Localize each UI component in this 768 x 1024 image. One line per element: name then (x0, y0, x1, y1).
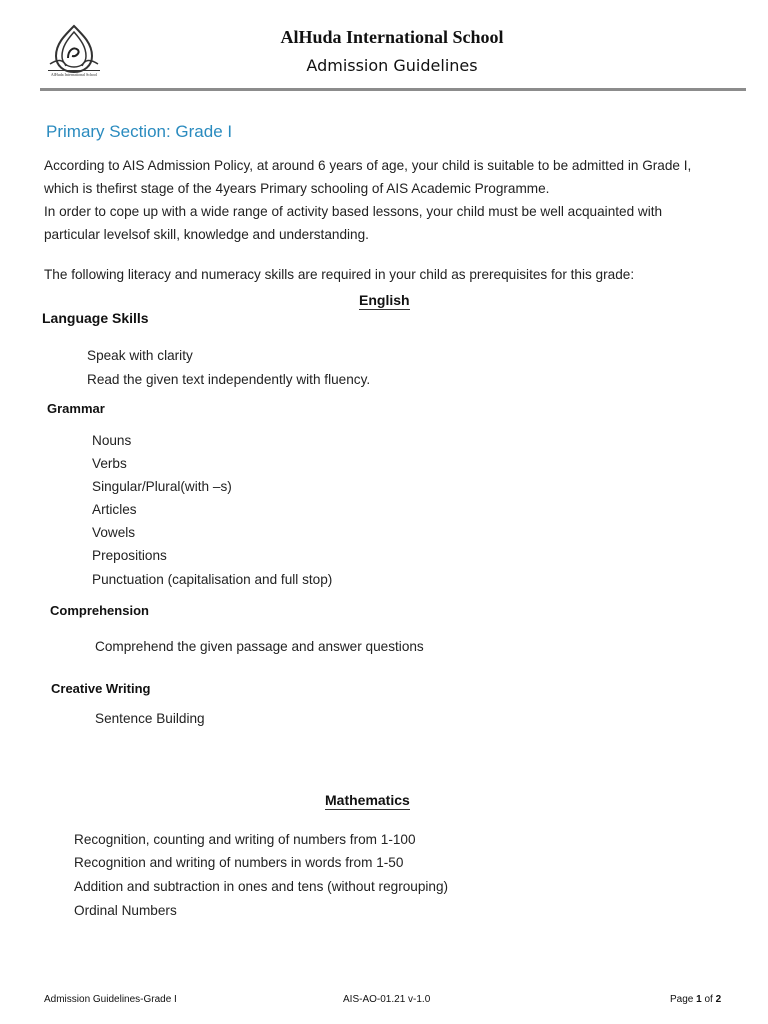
list-item: Singular/Plural(with –s) (92, 479, 232, 494)
mathematics-heading: Mathematics (325, 792, 410, 808)
section-title: Primary Section: Grade I (46, 122, 233, 141)
list-item: Read the given text independently with fluency. (87, 372, 371, 387)
list-item: Articles (92, 502, 137, 517)
footer-doc-name: Admission Guidelines-Grade I (44, 994, 177, 1005)
page-prefix: Page (670, 994, 697, 1005)
comprehension-heading: Comprehension (50, 603, 149, 618)
list-item: Speak with clarity (87, 348, 193, 363)
grammar-heading: Grammar (47, 401, 105, 416)
list-item: Ordinal Numbers (74, 903, 177, 918)
list-item: Vowels (92, 525, 136, 540)
footer-page-number (670, 994, 721, 1005)
intro-line-2: which is thefirst stage of the 4years Primary schooling of AIS Academic Programme. (44, 181, 550, 196)
document-title: Admission Guidelines (306, 56, 478, 75)
english-heading: English (359, 292, 410, 308)
list-item: Nouns (92, 433, 132, 448)
list-item: Addition and subtraction in ones and tens (without regrouping) (74, 879, 449, 894)
logo-caption: AlHuda International School (50, 72, 98, 77)
page-current: 1 (696, 994, 702, 1005)
list-item: Recognition, counting and writing of numbers from 1-100 (74, 832, 416, 847)
intro-line-4: particular levelsof skill, knowledge and understanding. (44, 227, 369, 242)
intro-line-1: According to AIS Admission Policy, at around 6 years of age, your child is suitable to be admitted in Grade I, (44, 158, 692, 173)
header-divider (40, 88, 746, 91)
list-item: Prepositions (92, 548, 167, 563)
list-item: Recognition and writing of numbers in words from 1-50 (74, 855, 404, 870)
list-item: Verbs (92, 456, 127, 471)
intro-line-3: In order to cope up with a wide range of activity based lessons, your child must be well acquainted with (44, 204, 663, 219)
language-skills-heading: Language Skills (42, 310, 149, 326)
prerequisites-text: The following literacy and numeracy skills are required in your child as prerequisites for this grade: (44, 267, 635, 282)
list-item: Punctuation (capitalisation and full stop) (92, 572, 333, 587)
list-item: Sentence Building (95, 711, 205, 726)
footer-doc-code: AIS-AO-01.21 v-1.0 (343, 994, 431, 1005)
school-name: AlHuda International School (280, 27, 504, 47)
page-of: of (701, 994, 716, 1005)
creative-writing-heading: Creative Writing (51, 681, 151, 696)
list-item: Comprehend the given passage and answer questions (95, 639, 424, 654)
page-total: 2 (715, 994, 722, 1005)
